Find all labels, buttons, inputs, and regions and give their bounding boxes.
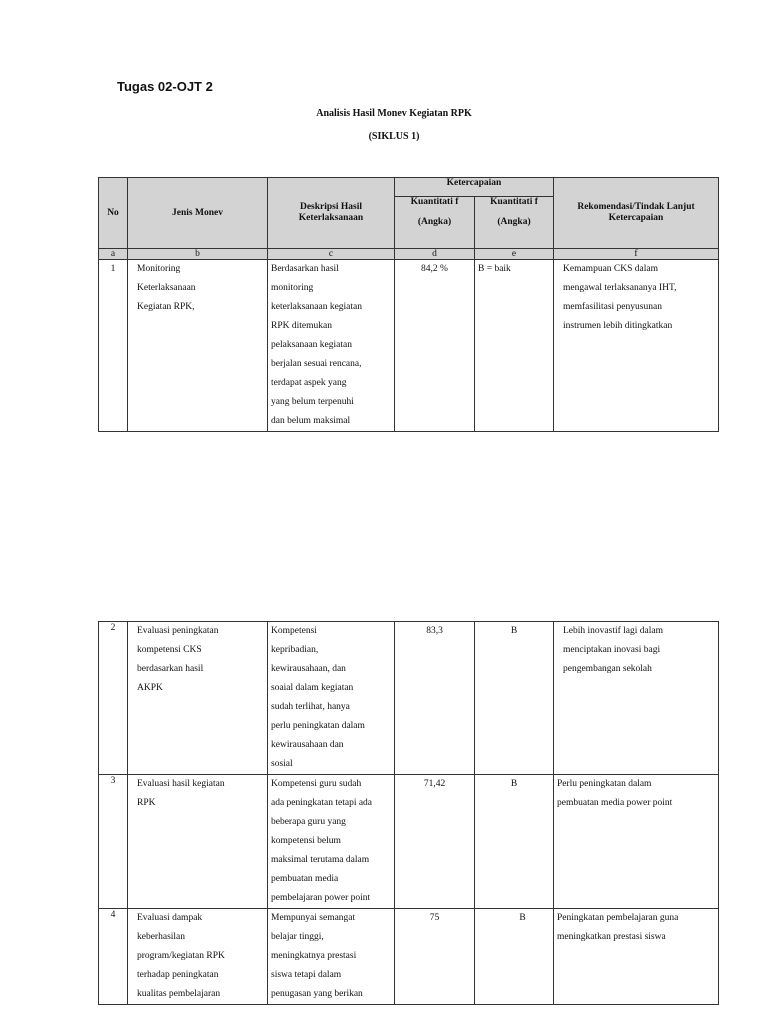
header-kuantitatif-e-label: Kuantitati f (490, 197, 538, 207)
table-row (99, 909, 719, 1005)
row-rekomendasi: Perlu peningkatan dalam pembuatan media power point (554, 775, 719, 909)
row-rekomendasi: Peningkatan pembelajaran guna meningkatkan prestasi siswa (554, 909, 719, 1005)
row-no: 3 (99, 775, 128, 909)
row-jenis-monev: Monitoring Keterlaksanaan Kegiatan RPK, (128, 260, 268, 432)
row-value-d: 84,2 % (395, 260, 475, 432)
header-ketercapaian: Ketercapaian (395, 178, 554, 197)
header-rekomendasi: Rekomendasi/Tindak Lanjut Ketercapaian (554, 178, 719, 249)
monev-table-part-2 (98, 621, 719, 1005)
row-jenis-monev: Evaluasi peningkatan kompetensi CKS berdasarkan hasil AKPK (128, 622, 268, 775)
header-kuantitatif-e (475, 197, 554, 249)
row-rekomendasi: Lebih inovastif lagi dalam menciptakan inovasi bagi pengembangan sekolah (554, 622, 719, 775)
table-row (99, 260, 719, 432)
table-row (99, 622, 719, 775)
row-no: 4 (99, 909, 128, 1005)
row-value-e: B (475, 775, 554, 909)
header-deskripsi: Deskripsi Hasil Keterlaksanaan (268, 178, 395, 249)
document-heading: Analisis Hasil Monev Kegiatan RPK (316, 108, 472, 119)
row-deskripsi: Mempunyai semangat belajar tinggi, meningkatnya prestasi siswa tetapi dalam penugasan yang berikan (268, 909, 395, 1005)
table-row (99, 775, 719, 909)
column-letter: d (395, 249, 475, 260)
row-value-d: 75 (395, 909, 475, 1005)
row-value-d: 83,3 (395, 622, 475, 775)
monev-table-part-1 (98, 177, 719, 432)
row-no: 2 (99, 622, 128, 775)
row-value-e: B (475, 909, 554, 1005)
row-jenis-monev: Evaluasi hasil kegiatan RPK (128, 775, 268, 909)
document-subheading: (SIKLUS 1) (368, 131, 420, 142)
column-letter: c (268, 249, 395, 260)
row-value-e: B = baik (475, 260, 554, 432)
assignment-title: Tugas 02-OJT 2 (117, 79, 213, 94)
column-letter: f (554, 249, 719, 260)
row-deskripsi: Kompetensi kepribadian, kewirausahaan, dan soaial dalam kegiatan sudah terlihat, hanya perlu peningkatan dalam kewirausahaan dan sosial (268, 622, 395, 775)
header-kuantitatif-d-label: Kuantitati f (410, 197, 459, 207)
header-kuantitatif-e-unit: (Angka) (497, 217, 531, 227)
column-letter: b (128, 249, 268, 260)
column-letter: e (475, 249, 554, 260)
header-kuantitatif-d (395, 197, 475, 249)
row-deskripsi: Kompetensi guru sudah ada peningkatan tetapi ada beberapa guru yang kompetensi belum maksimal terutama dalam pembuatan media pembelajaran power point (268, 775, 395, 909)
header-jenis-monev: Jenis Monev (128, 178, 268, 249)
row-value-e: B (475, 622, 554, 775)
header-kuantitatif-d-unit: (Angka) (417, 217, 452, 227)
column-letter: a (99, 249, 128, 260)
row-value-d: 71,42 (395, 775, 475, 909)
header-no: No (99, 178, 128, 249)
row-rekomendasi: Kemampuan CKS dalam mengawal terlaksananya IHT, memfasilitasi penyusunan instrumen lebih ditingkatkan (554, 260, 719, 432)
row-deskripsi: Berdasarkan hasil monitoring keterlaksanaan kegiatan RPK ditemukan pelaksanaan kegiatan berjalan sesuai rencana, terdapat aspek yang yang belum terpenuhi dan belum maksimal (268, 260, 395, 432)
row-jenis-monev: Evaluasi dampak keberhasilan program/kegiatan RPK terhadap peningkatan kualitas pembelajaran (128, 909, 268, 1005)
row-no: 1 (99, 260, 128, 432)
